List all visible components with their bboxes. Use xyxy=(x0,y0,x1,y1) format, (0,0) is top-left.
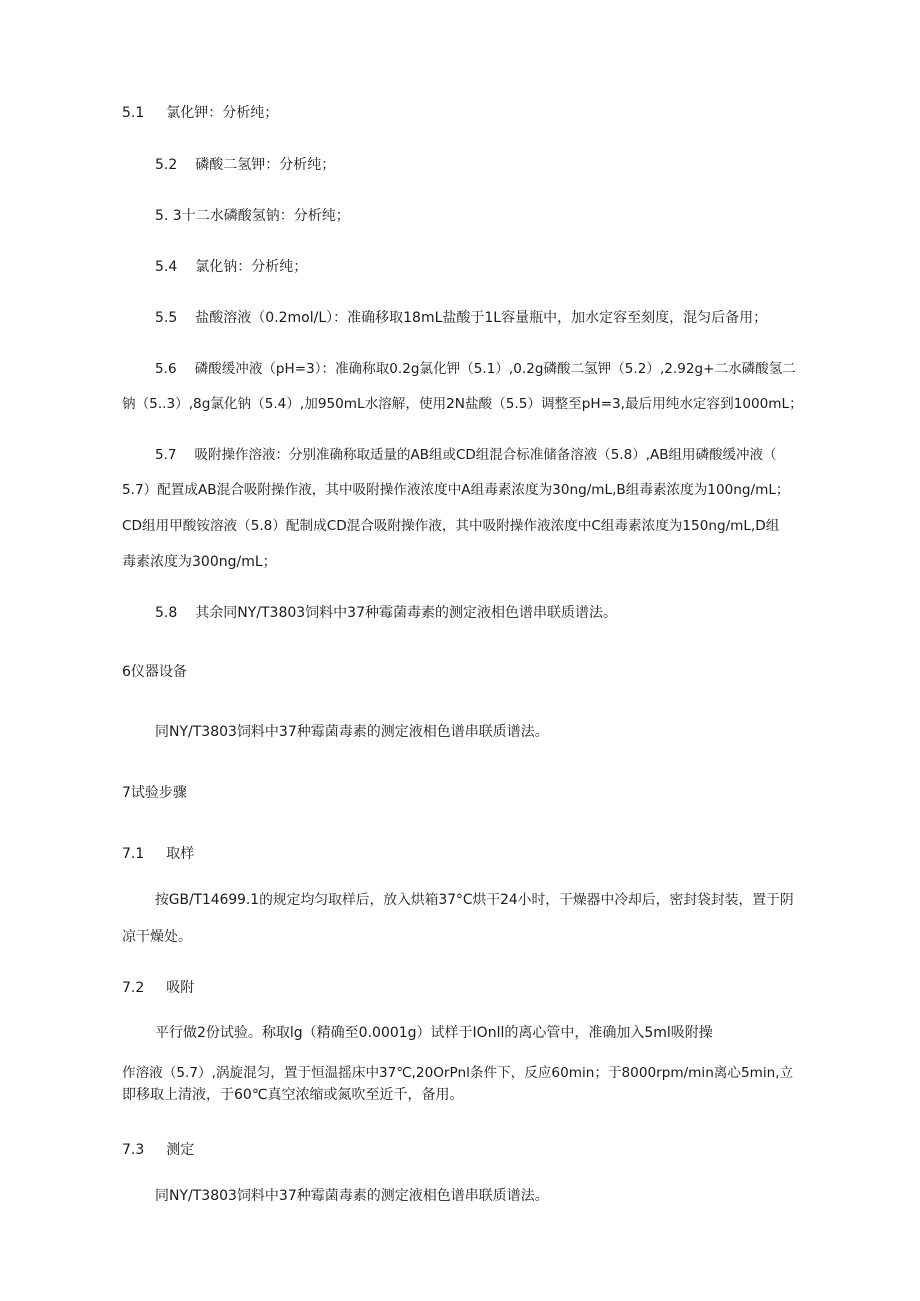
item-number: 5.2 xyxy=(155,157,178,173)
item-text: 盐酸溶液（0.2mol/L）：准确移取18mL盐酸于1L容量瓶中，加水定容至刻度，混匀后备用； xyxy=(195,310,768,326)
item-5-4 xyxy=(155,257,307,277)
item-text: 氯化钾：分析纯； xyxy=(166,105,279,121)
item-text: 其余同NY/T3803饲料中37种霉菌毒素的测定液相色谱串联质谱法。 xyxy=(195,605,618,621)
item-number: 7.3 xyxy=(122,1142,145,1158)
item-text: 氯化钠：分析纯； xyxy=(195,259,308,275)
item-number: 5.5 xyxy=(155,310,178,326)
item-number: 5.7 xyxy=(155,447,177,463)
item-number: 7.2 xyxy=(122,980,145,996)
item-text: 磷酸缓冲液（pH=3）：准确称取0.2g氯化钾（5.1）,0.2g磷酸二氢钾（5.2）,2.92g+二水磷酸氢二 xyxy=(194,361,796,377)
item-number: 7.1 xyxy=(122,846,145,862)
item-5-5 xyxy=(155,308,767,328)
section-heading-7: 7试验步骤 xyxy=(122,785,187,801)
item-5-7-line-2: 5.7）配置成AB混合吸附操作液，其中吸附操作液浓度中A组毒素浓度为30ng∕mL,B组毒素浓度为100ng/mL； xyxy=(122,482,790,498)
item-7-2 xyxy=(122,978,194,998)
item-7-1 xyxy=(122,844,194,864)
item-5-7 xyxy=(155,445,777,465)
item-5-6-continued: 钠（5..3）,8g氯化钠（5.4）,加950mL水溶解，使用2N盐酸（5.5）调整至pH=3,最后用纯水定容到1000mL； xyxy=(122,396,803,412)
item-7-3 xyxy=(122,1140,194,1160)
item-7-2-paragraph: 平行做2份试验。称取lg（精确至0.0001g）试样于IOnll的离心管中，准确加入5ml吸附操 xyxy=(155,1025,713,1041)
item-number: 5.4 xyxy=(155,259,178,275)
item-text: 吸附操作溶液：分别准确称取适量的AB组或CD组混合标准储备溶液（5.8）,AB组用磷酸缓冲液（ xyxy=(194,447,777,463)
section-heading-6: 6仪器设备 xyxy=(122,664,187,680)
item-5-6 xyxy=(155,359,796,379)
item-text: 磷酸二氢钾：分析纯； xyxy=(195,157,336,173)
item-7-1-paragraph: 按GB/T14699.1的规定均匀取样后，放入烘箱37°C烘干24小时，干燥器中冷却后，密封袋封装，置于阴 xyxy=(155,892,794,908)
item-text: 测定 xyxy=(166,1142,195,1158)
item-5-7-line-3: CD组用甲酸铵溶液（5.8）配制成CD混合吸附操作液，其中吸附操作液浓度中C组毒素浓度为150ng/mL,D组 xyxy=(122,518,780,534)
item-5-3: 5. 3十二水磷酸氢钠：分析纯； xyxy=(155,208,350,224)
item-7-1-paragraph-continued: 凉干燥处。 xyxy=(122,929,192,945)
item-number: 5.8 xyxy=(155,605,178,621)
item-number: 5.6 xyxy=(155,361,177,377)
item-text: 取样 xyxy=(166,846,195,862)
item-5-8 xyxy=(155,603,617,623)
item-5-7-line-4: 毒素浓度为300ng/mL； xyxy=(122,554,277,570)
section-6-paragraph: 同NY/T3803饲料中37种霉菌毒素的测定液相色谱串联质谱法。 xyxy=(155,724,549,740)
item-7-2-paragraph-line-3: 即移取上清液，于60℃真空浓缩或氮吹至近千，备用。 xyxy=(122,1087,464,1103)
item-number: 5.1 xyxy=(122,105,145,121)
item-7-3-paragraph: 同NY/T3803饲料中37种霉菌毒素的测定液相色谱串联质谱法。 xyxy=(155,1188,549,1204)
item-7-2-paragraph-line-2: 作溶液（5.7）,涡旋混匀，置于恒温摇床中37℃,20OrPnl条件下，反应60min；于8000rpm/min离心5min,立 xyxy=(122,1065,794,1081)
item-text: 吸附 xyxy=(166,980,195,996)
item-5-1 xyxy=(122,103,278,123)
item-5-2 xyxy=(155,155,335,175)
